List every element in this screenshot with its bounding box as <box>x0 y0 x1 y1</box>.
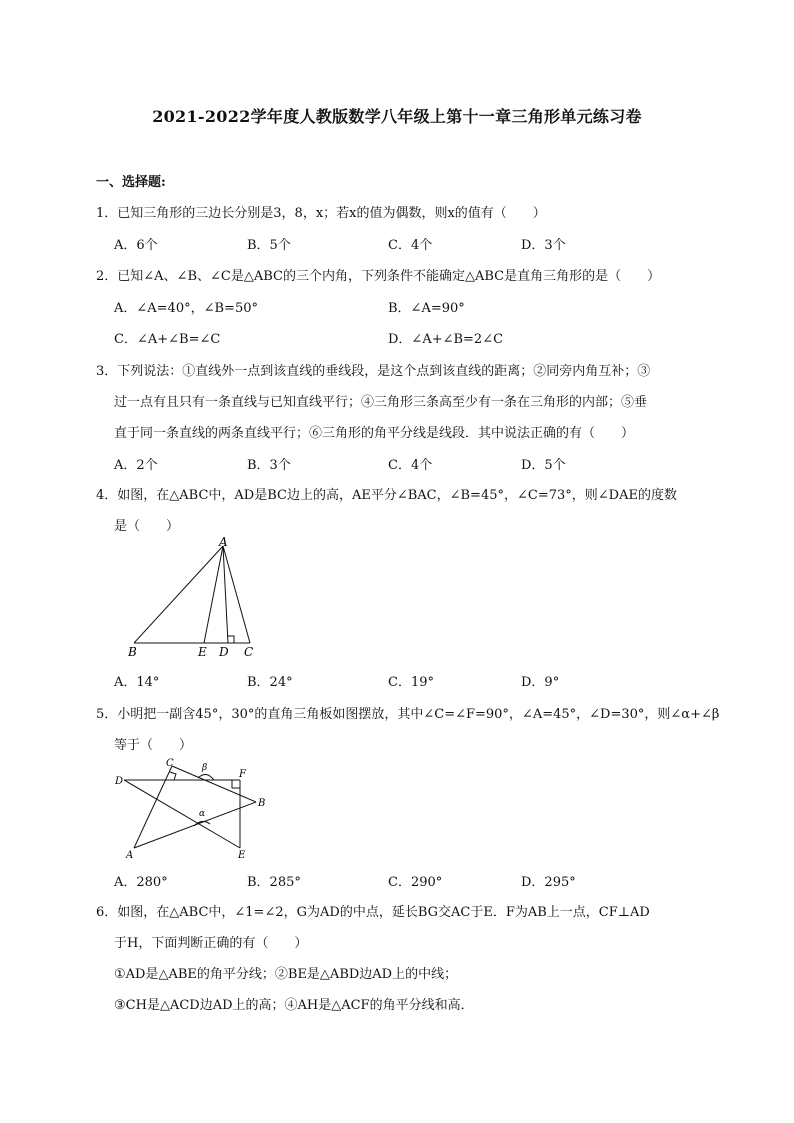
q5-option-c[interactable]: C．290° <box>388 875 443 890</box>
label-alpha: α <box>199 809 206 819</box>
question-4-text-line-1: 4．如图，在△ABC中，AD是BC边上的高，AE平分∠BAC，∠B=45°，∠C=73°，则∠DAE的度数 <box>96 488 677 503</box>
q4-option-d[interactable]: D．9° <box>521 675 560 690</box>
label-b: B <box>258 798 266 809</box>
q1-option-b[interactable]: B．5个 <box>247 238 291 253</box>
label-c: C <box>244 645 254 659</box>
q3-option-d[interactable]: D．5个 <box>521 458 566 473</box>
question-3-text-line-1: 3．下列说法：①直线外一点到该直线的垂线段，是这个点到该直线的距离；②同旁内角互补；③ <box>96 364 651 379</box>
triangle-figure-q4 <box>120 532 270 662</box>
q3-option-c[interactable]: C．4个 <box>388 458 433 473</box>
q5-option-d[interactable]: D．295° <box>521 875 576 890</box>
label-a: A <box>219 535 228 549</box>
question-1-text: 1．已知三角形的三边长分别是3，8，x；若x的值为偶数，则x的值有（ ） <box>96 206 546 221</box>
question-4-text-line-2: 是（ ） <box>114 519 180 534</box>
q5-option-b[interactable]: B．285° <box>247 875 301 890</box>
q4-option-b[interactable]: B．24° <box>247 675 293 690</box>
question-6-text-line-2: 于H，下面判断正确的有（ ） <box>114 936 308 951</box>
label-c: C <box>166 758 174 769</box>
question-3-text-line-2: 过一点有且只有一条直线与已知直线平行；④三角形三条高至少有一条在三角形的内部；⑤垂 <box>114 395 648 410</box>
set-squares-figure-q5 <box>110 752 280 864</box>
label-d: D <box>115 776 124 787</box>
q1-option-d[interactable]: D．3个 <box>521 238 566 253</box>
question-6-text-line-1: 6．如图，在△ABC中，∠1=∠2，G为AD的中点，延长BG交AC于E．F为AB上一点，CF⊥AD <box>96 905 650 920</box>
q2-option-b[interactable]: B．∠A=90° <box>388 301 465 316</box>
q3-option-b[interactable]: B．3个 <box>247 458 291 473</box>
segment-ae <box>204 546 223 643</box>
segment-ab <box>134 546 223 643</box>
q2-option-c[interactable]: C．∠A+∠B=∠C <box>114 332 221 347</box>
label-beta: β <box>202 763 208 773</box>
right-angle-mark-c <box>170 772 176 780</box>
question-5-text-line-2: 等于（ ） <box>114 738 193 753</box>
question-6-statement-1-2: ①AD是△ABE的角平分线；②BE是△ABD边AD上的中线； <box>114 967 458 982</box>
question-3-text-line-3: 直于同一条直线的两条直线平行；⑥三角形的角平分线是线段．其中说法正确的有（ ） <box>114 426 635 441</box>
segment-de <box>124 780 240 848</box>
q1-option-a[interactable]: A．6个 <box>114 238 158 253</box>
right-angle-mark-f <box>232 780 240 788</box>
right-angle-mark <box>228 636 234 643</box>
q2-option-d[interactable]: D．∠A+∠B=2∠C <box>388 332 504 347</box>
label-b: B <box>128 645 137 659</box>
q1-option-c[interactable]: C．4个 <box>388 238 433 253</box>
section-heading: 一、选择题: <box>96 175 166 190</box>
label-d: D <box>219 645 229 659</box>
q2-option-a[interactable]: A．∠A=40°，∠B=50° <box>114 301 258 316</box>
q4-option-a[interactable]: A．14° <box>114 675 160 690</box>
page-title: 2021-2022学年度人教版数学八年级上第十一章三角形单元练习卷 <box>152 107 642 126</box>
label-f: F <box>239 769 246 780</box>
q5-option-a[interactable]: A．280° <box>114 875 168 890</box>
label-e: E <box>238 850 246 861</box>
q3-option-a[interactable]: A．2个 <box>114 458 158 473</box>
label-a: A <box>126 850 134 861</box>
question-5-text-line-1: 5．小明把一副含45°，30°的直角三角板如图摆放，其中∠C=∠F=90°，∠A=45°，∠D=30°，则∠α+∠β <box>96 707 720 722</box>
label-e: E <box>198 645 207 659</box>
question-2-text: 2．已知∠A、∠B、∠C是△ABC的三个内角，下列条件不能确定△ABC是直角三角形的是（ ） <box>96 269 661 284</box>
question-6-statement-3-4: ③CH是△ACD边AD上的高；④AH是△ACF的角平分线和高． <box>114 998 474 1013</box>
beta-arc <box>198 774 214 780</box>
q4-option-c[interactable]: C．19° <box>388 675 434 690</box>
